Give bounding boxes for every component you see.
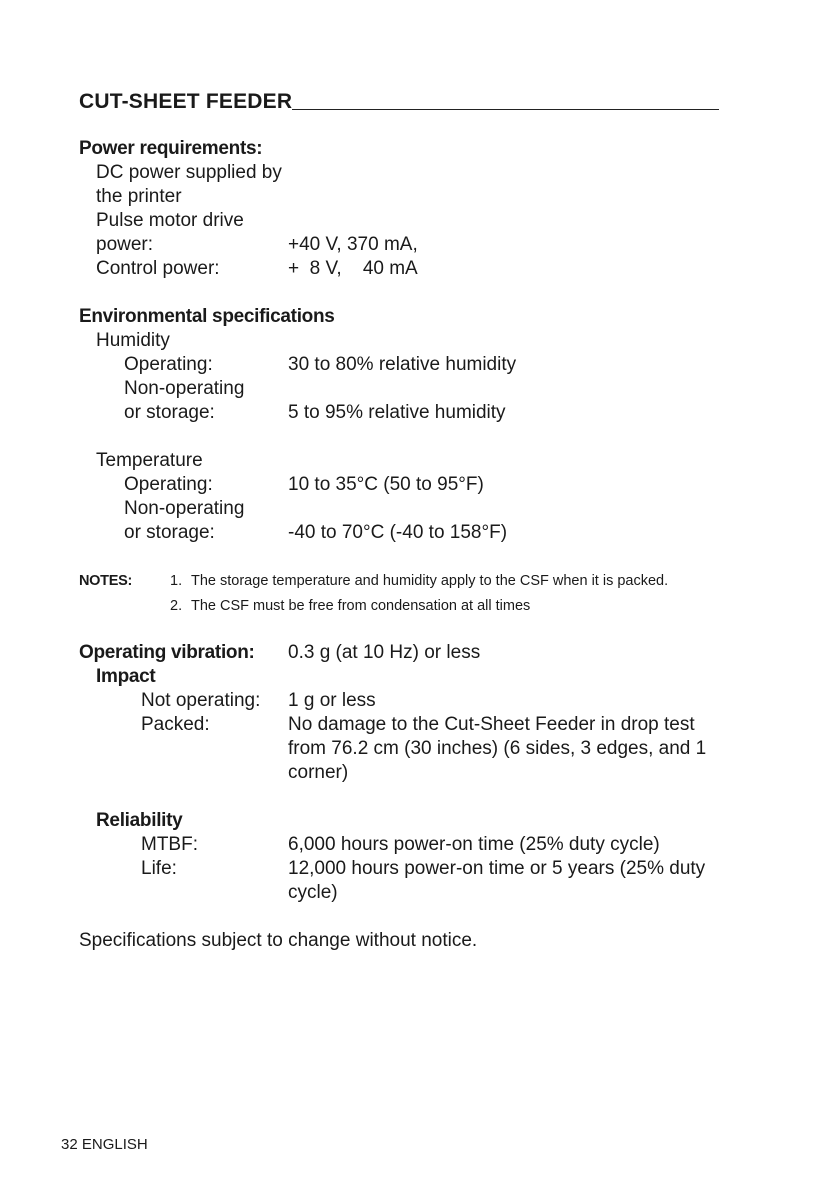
vibration-value: 0.3 g (at 10 Hz) or less: [288, 642, 481, 663]
temperature-nonop-label-1: Non-operating: [124, 498, 245, 519]
notes-label: NOTES:: [79, 573, 132, 589]
humidity-operating-label: Operating:: [124, 354, 213, 375]
note-text: The CSF must be free from condensation at all times: [191, 598, 531, 614]
life-value-line-1: 12,000 hours power-on time or 5 years (25% duty: [288, 858, 706, 879]
pulse-power-value: +40 V, 370 mA,: [288, 234, 418, 255]
temperature-operating-value: 10 to 35°C (50 to 95°F): [288, 474, 484, 495]
note-number: 1.: [170, 573, 183, 589]
power-line-3: Pulse motor drive: [96, 210, 244, 231]
life-label: Life:: [141, 858, 177, 879]
note-number: 2.: [170, 598, 183, 614]
impact-packed-line-3: corner): [288, 762, 349, 783]
power-line-2: the printer: [96, 186, 182, 207]
page-footer: 32 ENGLISH: [61, 1136, 148, 1153]
mtbf-label: MTBF:: [141, 834, 198, 855]
impact-packed-line-2: from 76.2 cm (30 inches) (6 sides, 3 edges, and 1: [288, 738, 707, 759]
power-line-1: DC power supplied by: [96, 162, 282, 183]
note-text: The storage temperature and humidity apply to the CSF when it is packed.: [191, 573, 669, 589]
pulse-power-label: power:: [96, 234, 154, 255]
page-title: CUT-SHEET FEEDER: [79, 90, 293, 113]
power-heading: Power requirements:: [79, 138, 263, 159]
reliability-heading: Reliability: [96, 810, 183, 831]
temperature-operating-label: Operating:: [124, 474, 213, 495]
temperature-heading: Temperature: [96, 450, 203, 471]
title-rule: [292, 109, 719, 110]
humidity-nonop-label-2: or storage:: [124, 402, 215, 423]
impact-not-operating-value: 1 g or less: [288, 690, 376, 711]
impact-not-operating-label: Not operating:: [141, 690, 261, 711]
humidity-heading: Humidity: [96, 330, 170, 351]
temperature-nonop-value: -40 to 70°C (-40 to 158°F): [288, 522, 508, 543]
humidity-operating-value: 30 to 80% relative humidity: [288, 354, 517, 375]
impact-heading: Impact: [96, 666, 156, 687]
control-power-value: + 8 V, 40 mA: [288, 258, 418, 279]
environment-heading: Environmental specifications: [79, 306, 335, 327]
life-value-line-2: cycle): [288, 882, 338, 903]
humidity-nonop-label-1: Non-operating: [124, 378, 245, 399]
mtbf-value: 6,000 hours power-on time (25% duty cycle): [288, 834, 660, 855]
vibration-label: Operating vibration:: [79, 642, 255, 663]
disclaimer: Specifications subject to change without notice.: [79, 930, 478, 951]
control-power-label: Control power:: [96, 258, 220, 279]
impact-packed-line-1: No damage to the Cut-Sheet Feeder in drop test: [288, 714, 695, 735]
humidity-nonop-value: 5 to 95% relative humidity: [288, 402, 506, 423]
impact-packed-label: Packed:: [141, 714, 210, 735]
temperature-nonop-label-2: or storage:: [124, 522, 215, 543]
